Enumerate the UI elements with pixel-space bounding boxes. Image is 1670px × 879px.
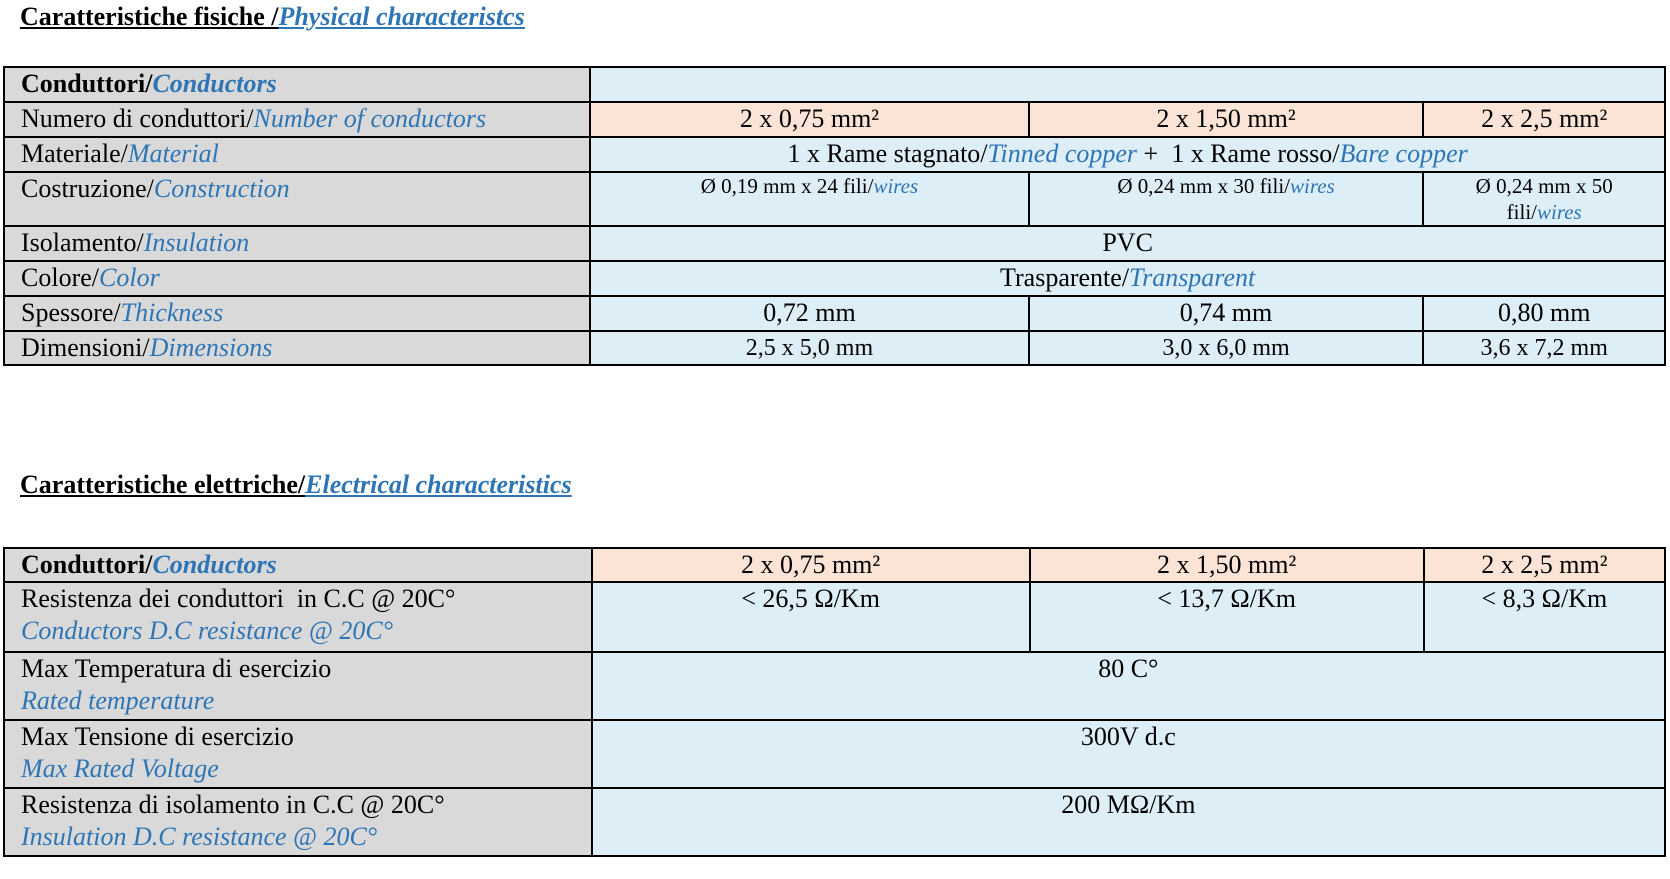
- resistance-label: [4, 582, 592, 652]
- temperature-label: [4, 652, 592, 720]
- physical-title-en: Physical characteristcs: [278, 2, 525, 31]
- size-cell: 2 x 0,75 mm²: [590, 102, 1028, 137]
- label-en: Rated temperature: [21, 686, 215, 715]
- construction-it: Ø 0,19 mm x 24 fili/: [700, 174, 874, 198]
- label-it: Colore/: [21, 263, 99, 292]
- table-row: [4, 137, 1665, 172]
- label-en: Construction: [153, 174, 290, 203]
- temperature-value: 80 C°: [592, 652, 1665, 720]
- insulation-label: [4, 226, 590, 261]
- color-label: [4, 261, 590, 296]
- label-it: Resistenza dei conduttori in C.C @ 20C°: [21, 584, 456, 613]
- conductors-header-cell: [4, 67, 590, 102]
- table-row: [4, 172, 1665, 226]
- thickness-label: [4, 296, 590, 331]
- label-it: Max Temperatura di esercizio: [21, 654, 332, 683]
- material-plus: +: [1137, 139, 1172, 168]
- conductors-label-en: Conductors: [152, 69, 277, 98]
- size-cell: 2 x 2,5 mm²: [1423, 102, 1665, 137]
- label-en: Material: [127, 139, 219, 168]
- color-value: [590, 261, 1665, 296]
- electrical-characteristics-table: [3, 547, 1666, 857]
- physical-section-title: [20, 2, 525, 32]
- table-row: [4, 102, 1665, 137]
- label-it: Costruzione/: [21, 174, 154, 203]
- table-row: [4, 331, 1665, 365]
- material-value: [590, 137, 1665, 172]
- voltage-value: 300V d.c: [592, 720, 1665, 788]
- dimensions-cell: 3,0 x 6,0 mm: [1029, 331, 1424, 365]
- dimensions-cell: 2,5 x 5,0 mm: [590, 331, 1028, 365]
- conductors-label-it: Conduttori/: [21, 69, 153, 98]
- table-row: [4, 652, 1665, 720]
- conductors-header-cell: [4, 548, 592, 582]
- resistance-cell: < 8,3 Ω/Km: [1424, 582, 1665, 652]
- size-cell: 2 x 1,50 mm²: [1030, 548, 1424, 582]
- thickness-cell: 0,74 mm: [1029, 296, 1424, 331]
- table-row: [4, 548, 1665, 582]
- electrical-title-it: Caratteristiche elettriche/: [20, 470, 306, 499]
- construction-en: wires: [1537, 200, 1582, 224]
- table-row: [4, 582, 1665, 652]
- construction-cell: [1423, 172, 1665, 226]
- label-it: Max Tensione di esercizio: [21, 722, 294, 751]
- material-1-en: Tinned copper: [987, 139, 1138, 168]
- label-en: Insulation: [143, 228, 250, 257]
- thickness-cell: 0,80 mm: [1423, 296, 1665, 331]
- construction-cell: [1029, 172, 1424, 226]
- construction-label: [4, 172, 590, 226]
- label-en: Dimensions: [149, 333, 273, 362]
- label-it: Dimensioni/: [21, 333, 150, 362]
- construction-en: wires: [873, 174, 919, 198]
- dimensions-label: [4, 331, 590, 365]
- construction-it-line1: Ø 0,24 mm x 50: [1475, 174, 1613, 198]
- label-en: Max Rated Voltage: [21, 754, 219, 783]
- conductors-label-it: Conduttori/: [21, 550, 153, 579]
- material-1-it: 1 x Rame stagnato/: [787, 139, 988, 168]
- electrical-section-title: [20, 470, 572, 500]
- construction-en: wires: [1290, 174, 1335, 198]
- dimensions-cell: 3,6 x 7,2 mm: [1423, 331, 1665, 365]
- label-en: Color: [99, 263, 160, 292]
- size-cell: 2 x 2,5 mm²: [1424, 548, 1665, 582]
- label-it: Resistenza di isolamento in C.C @ 20C°: [21, 790, 445, 819]
- table-row: [4, 720, 1665, 788]
- insulation-resistance-label: [4, 788, 592, 856]
- label-en: Conductors D.C resistance @ 20C°: [21, 616, 394, 645]
- physical-characteristics-table: [3, 66, 1666, 366]
- construction-cell: [590, 172, 1028, 226]
- table-row: [4, 226, 1665, 261]
- label-en: Thickness: [120, 298, 224, 327]
- electrical-title-en: Electrical characteristics: [305, 470, 572, 499]
- label-it: Materiale/: [21, 139, 128, 168]
- resistance-cell: < 26,5 Ω/Km: [592, 582, 1030, 652]
- label-en: Insulation D.C resistance @ 20C°: [21, 822, 378, 851]
- conductors-label-en: Conductors: [152, 550, 277, 579]
- insulation-resistance-value: 200 MΩ/Km: [592, 788, 1665, 856]
- material-label: [4, 137, 590, 172]
- resistance-cell: < 13,7 Ω/Km: [1030, 582, 1424, 652]
- number-of-conductors-label: [4, 102, 590, 137]
- color-en: Transparent: [1129, 263, 1256, 292]
- label-it: Numero di conduttori/: [21, 104, 254, 133]
- label-en: Number of conductors: [253, 104, 487, 133]
- label-it: Isolamento/: [21, 228, 144, 257]
- label-it: Spessore/: [21, 298, 121, 327]
- insulation-value: PVC: [590, 226, 1665, 261]
- table-row: [4, 296, 1665, 331]
- size-cell: 2 x 1,50 mm²: [1029, 102, 1424, 137]
- thickness-cell: 0,72 mm: [590, 296, 1028, 331]
- size-cell: 2 x 0,75 mm²: [592, 548, 1030, 582]
- conductors-header-blank: [590, 67, 1665, 102]
- voltage-label: [4, 720, 592, 788]
- color-it: Trasparente/: [1000, 263, 1130, 292]
- table-row: [4, 67, 1665, 102]
- material-2-en: Bare copper: [1339, 139, 1468, 168]
- material-2-it: 1 x Rame rosso/: [1171, 139, 1340, 168]
- table-row: [4, 261, 1665, 296]
- physical-title-it: Caratteristiche fisiche /: [20, 2, 279, 31]
- construction-it: Ø 0,24 mm x 30 fili/: [1117, 174, 1290, 198]
- table-row: [4, 788, 1665, 856]
- construction-it-line2: fili/: [1506, 200, 1537, 224]
